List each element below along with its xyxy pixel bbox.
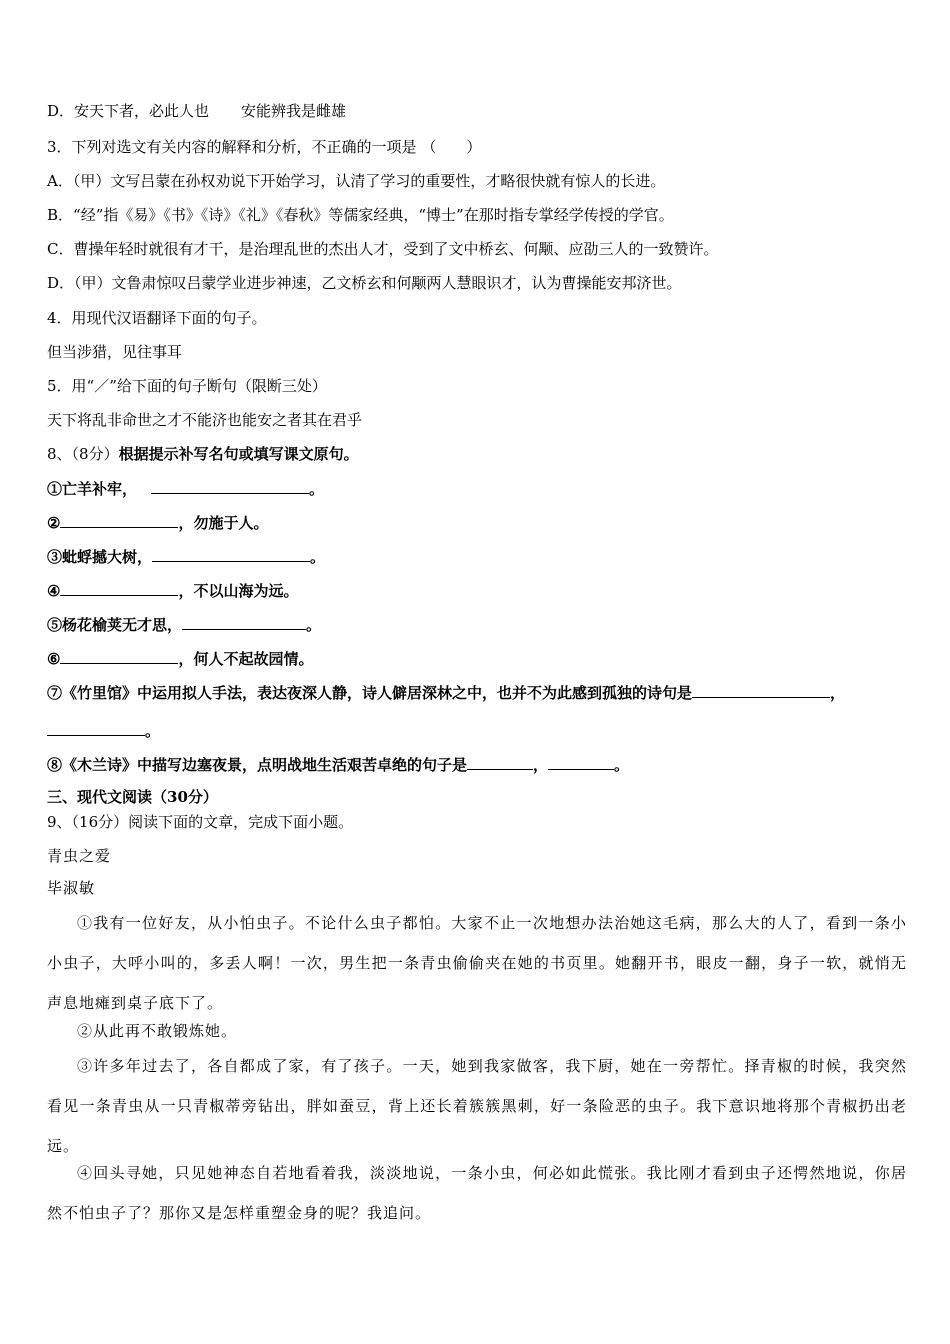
- q3-option-b: B．“经”指《易》《书》《诗》《礼》《春秋》等儒家经典，“博士”在那时指专掌经学传授的学官。: [47, 206, 674, 224]
- q4-stem: 4．用现代汉语翻译下面的句子。: [47, 309, 267, 327]
- q3-option-a: A．（甲）文写吕蒙在孙权劝说下开始学习，认清了学习的重要性，才略很快就有惊人的长进。: [47, 172, 666, 190]
- article-paragraph-1: ①我有一位好友，从小怕虫子。不论什么虫子都怕。大家不止一次地想办法治她这毛病，那么大的人了，看到一条小小虫子，大呼小叫的，多丢人啊！一次，男生把一条青虫偷偷夹在她的书页里。她翻开书，眼皮一翻，身子一软，就悄无声息地瘫到桌子底下了。: [47, 914, 907, 1012]
- q8-heading: [47, 444, 359, 464]
- q8-number: 8、（8分）: [47, 445, 119, 463]
- q3-option-c: C．曹操年轻时就很有才干，是治理乱世的杰出人才，受到了文中桥玄、何颙、应劭三人的一致赞许。: [47, 240, 719, 258]
- q8-item-5: ⑤杨花榆荚无才思， 。: [47, 616, 322, 634]
- article-paragraph-4: ④回头寻她，只见她神态自若地看着我，淡淡地说，一条小虫，何必如此慌张。我比刚才看到虫子还愕然地说，你居然不怕虫子了？那你又是怎样重塑金身的呢？我追问。: [47, 1164, 907, 1222]
- answer-blank[interactable]: [60, 648, 178, 664]
- q5-sentence: 天下将乱非命世之才不能济也能安之者其在君乎: [47, 411, 363, 429]
- answer-blank[interactable]: [152, 546, 310, 562]
- answer-blank[interactable]: [151, 478, 309, 494]
- q8-item-7: ⑦《竹里馆》中运用拟人手法，表达夜深人静，诗人僻居深林之中，也并不为此感到孤独的诗句是 ，: [47, 684, 846, 702]
- q8-instruction: 根据提示补写名句或填写课文原句。: [118, 445, 359, 463]
- q2-option-d-second: 安能辨我是雌雄: [241, 102, 347, 120]
- article-author: 毕淑敏: [47, 879, 96, 897]
- answer-blank[interactable]: [548, 754, 614, 770]
- q8-item-2: ② ，勿施于人。: [47, 514, 269, 532]
- q4-sentence: 但当涉猎，见往事耳: [47, 343, 183, 361]
- q8-item-4: ④ ，不以山海为远。: [47, 582, 299, 600]
- article-paragraph-2: ②从此再不敢锻炼她。: [77, 1022, 238, 1040]
- q8-item-6: ⑥ ，何人不起故园情。: [47, 650, 314, 668]
- q3-option-d: D．（甲）文鲁肃惊叹吕蒙学业进步神速，乙文桥玄和何颙两人慧眼识才，认为曹操能安邦济世。: [47, 274, 682, 292]
- answer-blank[interactable]: [60, 512, 178, 528]
- q8-item-8: ⑧《木兰诗》中描写边塞夜景，点明战地生活艰苦卓绝的句子是 ， 。: [47, 756, 630, 774]
- q8-item-3: ③蚍蜉撼大树， 。: [47, 548, 326, 566]
- answer-blank[interactable]: [47, 720, 145, 736]
- q8-item-1: ①亡羊补牢， 。: [47, 480, 325, 498]
- q3-stem: 3．下列对选文有关内容的解释和分析，不正确的一项是 （ ）: [47, 138, 482, 156]
- q8-item-7-cont: 。: [47, 720, 160, 741]
- q5-stem: 5．用“／”给下面的句子断句（限断三处）: [47, 377, 327, 395]
- answer-blank[interactable]: [467, 754, 533, 770]
- section-3-title: 三、现代文阅读（30分）: [47, 788, 218, 806]
- article-title: 青虫之爱: [47, 847, 112, 865]
- answer-blank[interactable]: [182, 614, 306, 630]
- q2-option-d: [47, 101, 346, 121]
- answer-blank[interactable]: [692, 682, 830, 698]
- article-paragraph-3: ③许多年过去了，各自都成了家，有了孩子。一天，她到我家做客，我下厨，她在一旁帮忙。择青椒的时候，我突然看见一条青虫从一只青椒蒂旁钻出，胖如蚕豆，背上还长着簇簇黑刺，好一条险恶的虫子。我下意识地将那个青椒扔出老远。: [47, 1057, 907, 1155]
- answer-blank[interactable]: [60, 580, 178, 596]
- q2-option-d-label: D．安天下者，必此人也: [47, 102, 210, 120]
- q9-stem: 9、（16分）阅读下面的文章，完成下面小题。: [47, 813, 354, 831]
